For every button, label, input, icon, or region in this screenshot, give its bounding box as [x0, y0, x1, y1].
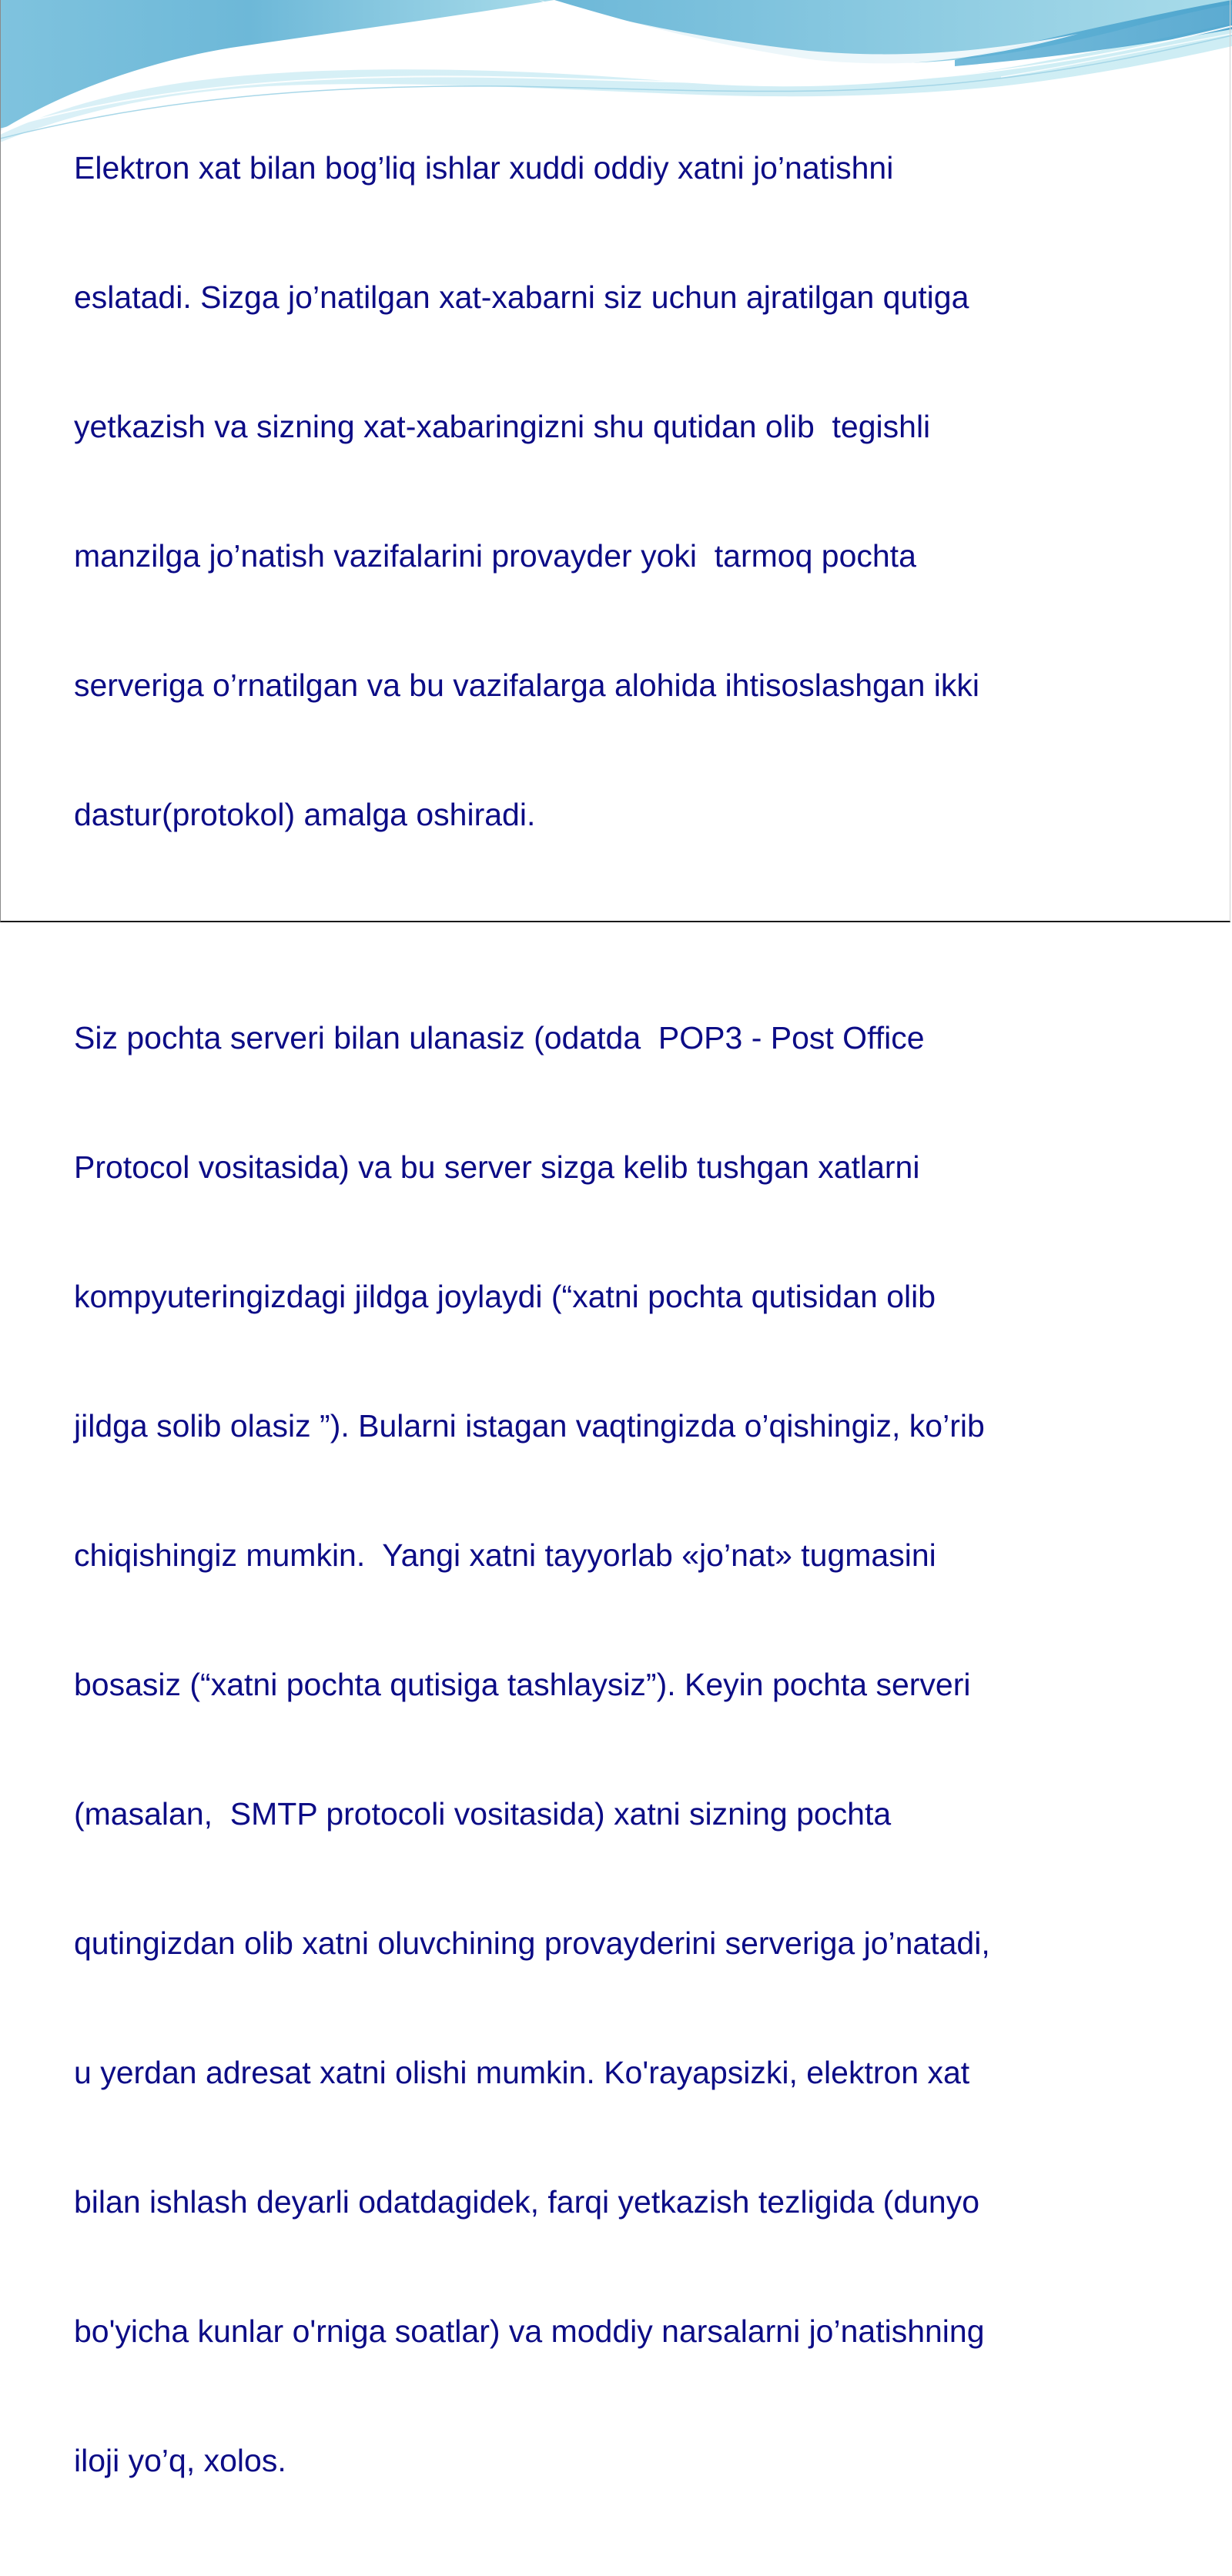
text-line: serveriga o’rnatilgan va bu vazifalarga alohida ihtisoslashgan ikki [74, 667, 980, 703]
text-line: Siz pochta serveri bilan ulanasiz (odatda POP3 - Post Office [74, 1020, 925, 1055]
text-line: jildga solib olasiz ”). Bularni istagan vaqtingizda o’qishingiz, ko’rib [74, 1408, 985, 1444]
text-line: manzilga jo’natish vazifalarini provayder yoki tarmoq pochta [74, 538, 916, 574]
text-line: kompyuteringizdagi jildga joylaydi (“xatni pochta qutisidan olib [74, 1279, 936, 1314]
text-line: bosasiz (“xatni pochta qutisiga tashlaysiz”). Keyin pochta serveri [74, 1667, 971, 1702]
paragraph-1 [74, 60, 1183, 922]
text-line: bo'yicha kunlar o'rniga soatlar) va moddiy narsalarni jo’natishning [74, 2313, 985, 2349]
text-line: iloji yo’q, xolos. [74, 2443, 286, 2478]
slide-body-text [74, 60, 1183, 2576]
text-line: eslatadi. Sizga jo’natilgan xat-xabarni siz uchun ajratilgan qutiga [74, 279, 969, 315]
text-line: Elektron xat bilan bog’liq ishlar xuddi oddiy xatni jo’natishni [74, 150, 894, 186]
text-line: chiqishingiz mumkin. Yangi xatni tayyorlab «jo’nat» tugmasini [74, 1537, 936, 1573]
paragraph-2 [74, 930, 1183, 2568]
text-line: Protocol vositasida) va bu server sizga kelib tushgan xatlarni [74, 1149, 920, 1185]
text-line: qutingizdan olib xatni oluvchining provayderini serveriga jo’natadi, [74, 1925, 990, 1961]
text-line: yetkazish va sizning xat-xabaringizni shu qutidan olib tegishli [74, 409, 931, 444]
text-line: u yerdan adresat xatni olishi mumkin. Ko'rayapsizki, elektron xat [74, 2055, 970, 2090]
text-line: (masalan, SMTP protocoli vositasida) xatni sizning pochta [74, 1796, 892, 1832]
text-line: dastur(protokol) amalga oshiradi. [74, 797, 536, 832]
text-line: bilan ishlash deyarli odatdagidek, farqi yetkazish tezligida (dunyo [74, 2184, 980, 2220]
